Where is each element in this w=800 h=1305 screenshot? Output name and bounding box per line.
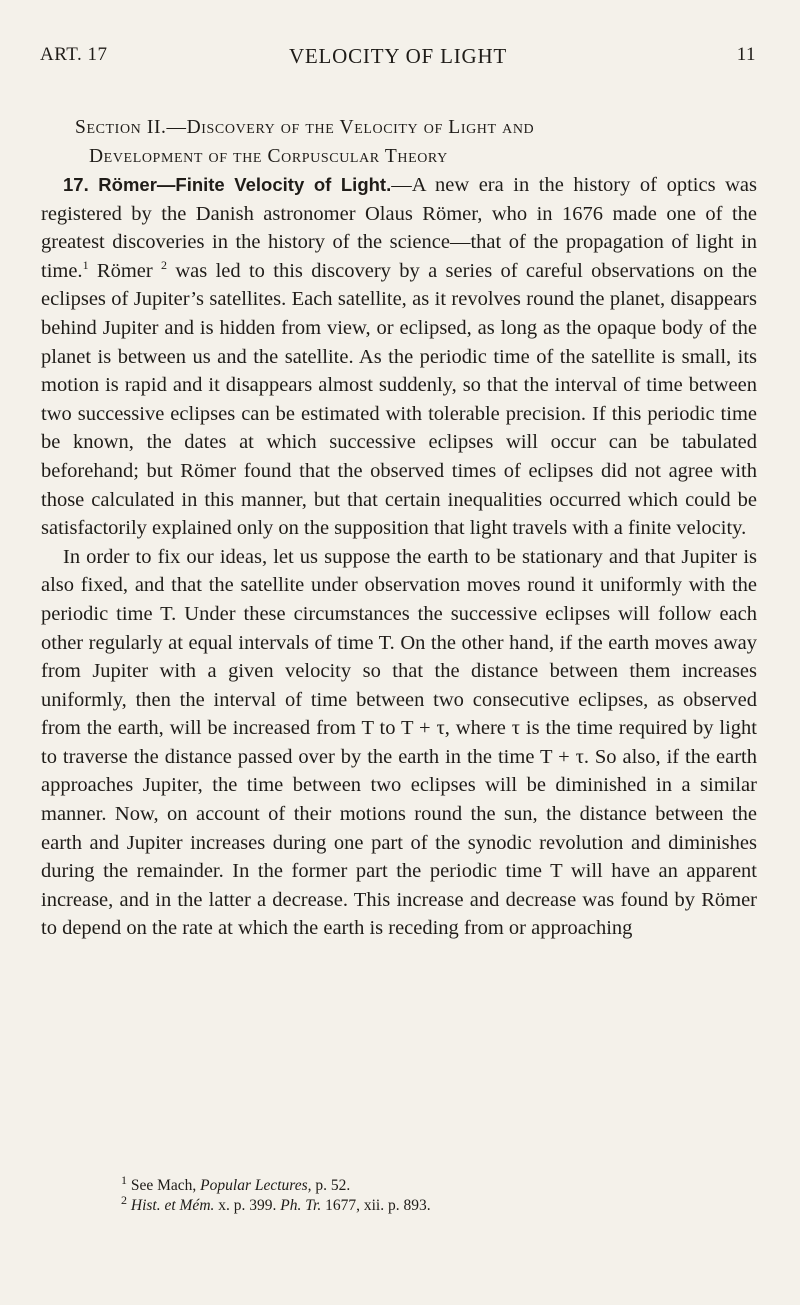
footnote-ref-1: 1 [82, 257, 89, 272]
footnote-italic: Hist. et Mém. [130, 1197, 215, 1214]
article-number: 17. [63, 174, 89, 195]
paragraph-2: In order to fix our ideas, let us suppose the earth to be stationary and that Jupiter is also fixed, and that the satellite under observation moves round it uniformly with the periodic time T. Under these circumstances the successive eclipses will follow each other regularly at equal intervals of time T. On the other hand, if the earth moves away from Jupiter with a given velocity so that the distance between them increases uniformly, then the interval of time between two consecutive eclipses, as observed from the earth, will be increased from T to T + τ, where τ is the time required by light to traverse the distance passed over by the earth in the time T + τ. So also, if the earth approaches Jupiter, the time between two eclipses will be diminished in a similar manner. Now, on account of their motions round the sun, the distance between the earth and Jupiter increases during one part of the synodic revolution and diminishes during the remainder. In the former part the periodic time T will have an apparent increase, and in the latter a decrease. This increase and decrease was found by Römer to depend on the rate at which the earth is receding from or approaching [41, 545, 757, 940]
running-head [40, 44, 756, 74]
footnote-text: See Mach, [127, 1177, 201, 1194]
section-heading-line1: Section II.—Discovery of the Velocity of Light and [75, 117, 535, 138]
footnote-1 [41, 1172, 757, 1196]
section-heading [75, 113, 735, 171]
paragraph-1 [41, 171, 757, 543]
article-title: Römer—Finite Velocity of Light. [98, 174, 392, 195]
footnote-ref-2: 2 [161, 257, 168, 272]
footnote-text: p. 52. [311, 1177, 351, 1194]
footnote-2 [41, 1192, 757, 1216]
paragraph-1-text-a: —A new era in the history of optics was registered by the Danish astronomer Olaus Römer, who in 1676 made one of the greatest discoveries in the history of the science—that of the propagation of light in time. [41, 174, 758, 282]
footnote-text: 1677, xii. p. 893. [321, 1197, 431, 1214]
footnotes [41, 1172, 757, 1216]
article-ref: ART. 17 [40, 44, 108, 65]
paragraph-1-text-c: was led to this discovery by a series of careful observations on the eclipses of Jupiter’s satellites. Each satellite, as it revolves round the planet, disappears behind Jupiter and is hidden from view, or eclipsed, as long as the opaque body of the planet is between us and the satellite. As the periodic time of the satellite is small, its motion is rapid and it disappears almost suddenly, so that the interval of time between two successive eclipses can be estimated with tolerable precision. If this periodic time be known, the dates at which successive eclipses will occur can be tabulated beforehand; but Römer found that the observed times of eclipses did not agree with those calculated in this manner, but that certain inequalities occurred which could be satisfactorily explained only on the supposition that light travels with a finite velocity. [41, 259, 757, 540]
footnote-italic: Ph. Tr. [280, 1197, 322, 1214]
footnote-mark: 1 [121, 1172, 127, 1187]
footnote-mark: 2 [121, 1192, 127, 1207]
body-text [41, 171, 757, 943]
page-number: 11 [736, 44, 756, 65]
running-title: VELOCITY OF LIGHT [288, 44, 508, 68]
section-heading-line2: Development of the Corpuscular Theory [89, 146, 448, 167]
footnote-italic: Popular Lectures, [200, 1177, 312, 1194]
paragraph-1-text-b: Römer [88, 259, 162, 282]
footnote-text: x. p. 399. [214, 1197, 281, 1214]
